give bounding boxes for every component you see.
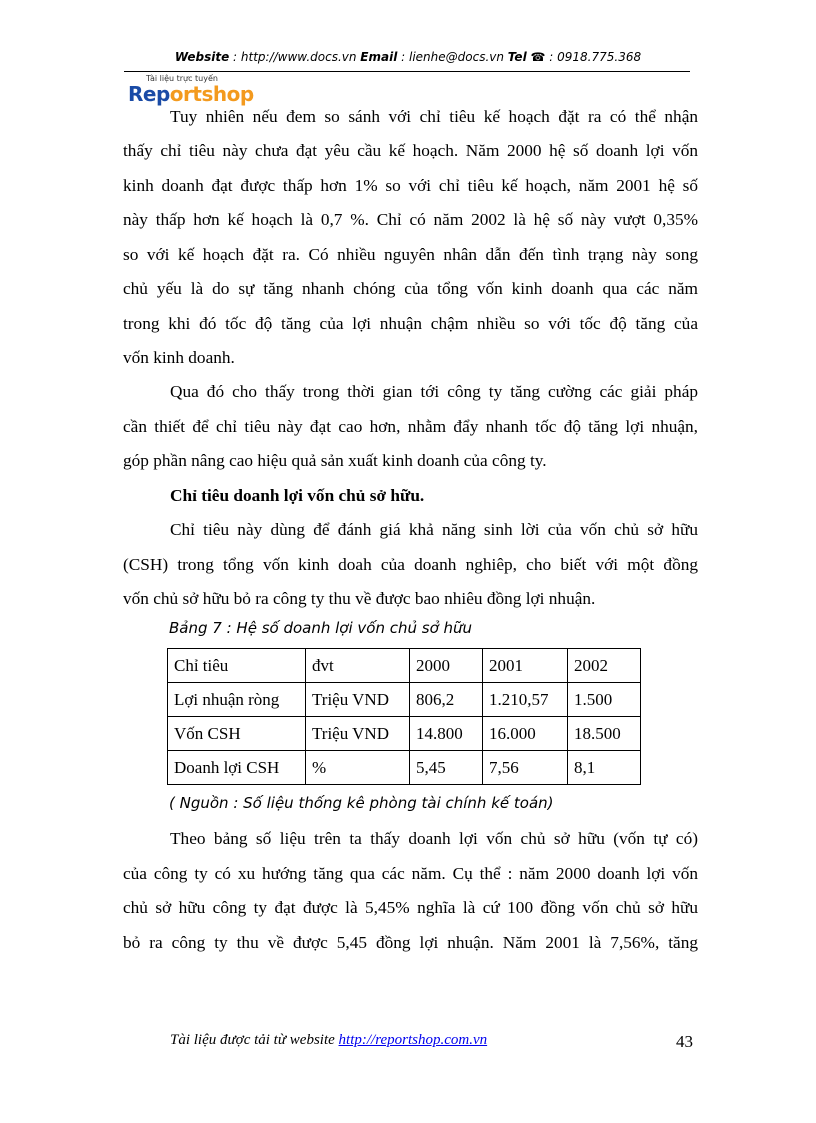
table-cell: 14.800 xyxy=(410,717,483,751)
table-cell: 5,45 xyxy=(410,751,483,785)
text-line: bỏ ra công ty thu về được 5,45 đồng lợi nhuận. Năm 2001 là 7,56%, tăng xyxy=(123,933,698,952)
table-row xyxy=(168,683,641,717)
page-footer xyxy=(170,1032,487,1049)
text-line: góp phần nâng cao hiệu quả sản xuất kinh doanh của công ty. xyxy=(123,451,547,470)
text-line: chủ yếu là do sự tăng nhanh chóng của tổng vốn kinh doanh qua các năm xyxy=(123,279,698,298)
table-cell: 8,1 xyxy=(568,751,641,785)
text-line: kinh doanh đạt được thấp hơn 1% so với chỉ tiêu kế hoạch, năm 2001 hệ số xyxy=(123,176,698,195)
footer-text: Tài liệu được tải từ website xyxy=(170,1032,339,1048)
table-cell: 1.210,57 xyxy=(483,683,568,717)
text-line: so với kế hoạch đặt ra. Có nhiều nguyên nhân dẫn đến tình trạng này song xyxy=(123,245,698,264)
website-value: : http://www.docs.vn xyxy=(229,50,361,64)
text-line: chủ sở hữu công ty đạt được là 5,45% nghĩa là cứ 100 đồng vốn chủ sở hữu xyxy=(123,898,698,917)
logo-tagline: Tài liệu trực tuyến xyxy=(146,74,218,83)
header-cell: đvt xyxy=(306,649,410,683)
email-value: : lienhe@docs.vn xyxy=(397,50,508,64)
footer-link[interactable]: http://reportshop.com.vn xyxy=(338,1032,488,1048)
table-row xyxy=(168,717,641,751)
header-cell: 2001 xyxy=(483,649,568,683)
tel-label: Tel xyxy=(507,50,527,64)
tel-value: ☎ : 0918.775.368 xyxy=(526,50,642,64)
text-line: cần thiết để chỉ tiêu này đạt cao hơn, nhằm đẩy nhanh tốc độ tăng lợi nhuận, xyxy=(123,417,698,436)
table-header-row xyxy=(168,649,641,683)
header-divider xyxy=(124,71,690,72)
equity-return-table xyxy=(167,648,641,785)
table-cell: Doanh lợi CSH xyxy=(168,751,306,785)
email-label: Email xyxy=(360,50,398,64)
header-cell: 2000 xyxy=(410,649,483,683)
table-cell: Vốn CSH xyxy=(168,717,306,751)
table-caption: Bảng 7 : Hệ số doanh lợi vốn chủ sở hữu xyxy=(169,619,473,637)
text-line: vốn chủ sở hữu bỏ ra công ty thu về được bao nhiêu đồng lợi nhuận. xyxy=(123,589,596,608)
table-source-note: ( Nguồn : Số liệu thống kê phòng tài chính kế toán) xyxy=(169,794,554,812)
text-line: Chỉ tiêu này dùng để đánh giá khả năng sinh lời của vốn chủ sở hữu xyxy=(170,520,698,539)
header-cell: 2002 xyxy=(568,649,641,683)
header-cell: Chỉ tiêu xyxy=(168,649,306,683)
table-cell: 18.500 xyxy=(568,717,641,751)
text-line: Qua đó cho thấy trong thời gian tới công ty tăng cường các giải pháp xyxy=(170,382,698,401)
text-line: (CSH) trong tổng vốn kinh doah của doanh nghiêp, cho biết với một đồng xyxy=(123,555,698,574)
logo-wordmark: Reportshop xyxy=(128,82,254,106)
table-cell: 806,2 xyxy=(410,683,483,717)
table-cell: % xyxy=(306,751,410,785)
table-cell: Lợi nhuận ròng xyxy=(168,683,306,717)
section-heading: Chỉ tiêu doanh lợi vốn chủ sở hữu. xyxy=(170,486,425,505)
table-cell: Triệu VND xyxy=(306,683,410,717)
text-line: thấy chỉ tiêu này chưa đạt yêu cầu kế hoạch. Năm 2000 hệ số doanh lợi vốn xyxy=(123,141,698,160)
page-header xyxy=(0,50,816,64)
text-line: của công ty có xu hướng tăng qua các năm. Cụ thể : năm 2000 doanh lợi vốn xyxy=(123,864,698,883)
text-line: Theo bảng số liệu trên ta thấy doanh lợi vốn chủ sở hữu (vốn tự có) xyxy=(170,829,698,848)
text-line: trong khi đó tốc độ tăng của lợi nhuận chậm nhiều so với tốc độ tăng của xyxy=(123,314,698,333)
text-line: Tuy nhiên nếu đem so sánh với chỉ tiêu kế hoạch đặt ra có thể nhận xyxy=(170,107,698,126)
table-cell: 16.000 xyxy=(483,717,568,751)
page-number: 43 xyxy=(676,1032,693,1051)
text-line: vốn kinh doanh. xyxy=(123,348,235,367)
text-line: này thấp hơn kế hoạch là 0,7 %. Chỉ có năm 2002 là hệ số này vượt 0,35% xyxy=(123,210,698,229)
table-cell: Triệu VND xyxy=(306,717,410,751)
table-cell: 1.500 xyxy=(568,683,641,717)
table-row xyxy=(168,751,641,785)
website-label: Website xyxy=(174,50,230,64)
table-cell: 7,56 xyxy=(483,751,568,785)
